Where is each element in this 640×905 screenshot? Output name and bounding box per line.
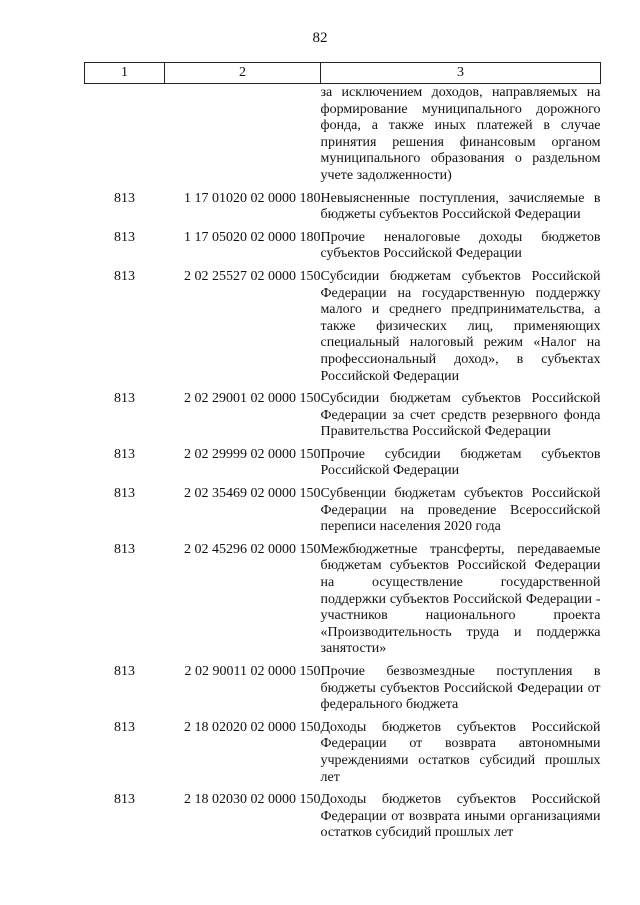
page-number: 82 <box>312 30 328 46</box>
table-row <box>85 191 601 230</box>
table-row <box>85 792 601 848</box>
continued-text-cell: за исключением доходов, направляемых на формирование муниципального дорожного фонда, а также иных платежей в случае принятия решения финансовым органом муниципального образования о раздельном учете задолженности) <box>320 85 601 183</box>
income-name: Прочие субсидии бюджетам субъектов Российской Федерации <box>320 446 601 479</box>
table-row <box>85 720 601 792</box>
budget-code: 2 18 02020 02 0000 150 <box>184 719 321 735</box>
code-cell-empty <box>165 84 321 191</box>
table-row <box>85 391 601 447</box>
table-header-row <box>85 63 601 84</box>
income-name: Доходы бюджетов субъектов Российской Федерации от возврата иными организациями остатков субсидий прошлых лет <box>320 792 601 841</box>
column-header-1: 1 <box>85 63 165 84</box>
budget-code: 2 02 29999 02 0000 150 <box>184 446 321 462</box>
admin-code: 813 <box>114 486 135 502</box>
table-row <box>85 664 601 720</box>
budget-classification-table <box>84 62 601 848</box>
admin-code: 813 <box>114 391 135 407</box>
admin-code: 813 <box>114 792 135 808</box>
admin-code: 813 <box>114 268 135 284</box>
budget-code: 2 02 29001 02 0000 150 <box>184 391 321 407</box>
budget-code: 2 02 25527 02 0000 150 <box>184 268 321 284</box>
budget-code: 2 02 35469 02 0000 150 <box>184 486 321 502</box>
admin-code: 813 <box>114 719 135 735</box>
income-name: Невыясненные поступления, зачисляемые в бюджеты субъектов Российской Федерации <box>320 190 601 223</box>
budget-code: 1 17 05020 02 0000 180 <box>184 229 321 245</box>
column-header-2: 2 <box>165 63 321 84</box>
table-row <box>85 230 601 269</box>
income-name: Субсидии бюджетам субъектов Российской Федерации на государственную поддержку малого и среднего предпринимательства, а также физических лиц, применяющих специальный налоговый режим «Налог на профессиональный доход», в субъектах Российской Федерации <box>320 268 601 384</box>
income-name: Субвенции бюджетам субъектов Российской Федерации на проведение Всероссийской переписи населения 2020 года <box>320 486 601 535</box>
admin-code: 813 <box>114 190 135 206</box>
budget-code: 2 02 45296 02 0000 150 <box>184 541 321 557</box>
table-row <box>85 269 601 391</box>
admin-code: 813 <box>114 446 135 462</box>
table-row-continued <box>85 84 601 191</box>
column-header-3: 3 <box>321 63 601 84</box>
admin-code: 813 <box>114 541 135 557</box>
table-row <box>85 447 601 486</box>
budget-code: 1 17 01020 02 0000 180 <box>184 190 321 206</box>
income-name: Межбюджетные трансферты, передаваемые бюджетам субъектов Российской Федерации на осуществление государственной поддержки субъектов Российской Федерации - участников национального проекта «Производительность труда и поддержка занятости» <box>320 541 601 657</box>
admin-code: 813 <box>114 664 135 679</box>
table-row <box>85 542 601 664</box>
admin-cell-empty <box>85 84 165 191</box>
income-name: Прочие неналоговые доходы бюджетов субъектов Российской Федерации <box>320 229 601 262</box>
budget-code: 2 18 02030 02 0000 150 <box>184 792 321 808</box>
budget-code: 2 02 90011 02 0000 150 <box>184 664 321 679</box>
admin-code: 813 <box>114 229 135 245</box>
income-name: Субсидии бюджетам субъектов Российской Федерации за счет средств резервного фонда Правительства Российской Федерации <box>320 391 601 440</box>
income-name: Прочие безвозмездные поступления в бюджеты субъектов Российской Федерации от федерального бюджета <box>320 664 601 713</box>
table-row <box>85 486 601 542</box>
income-name: Доходы бюджетов субъектов Российской Федерации от возврата автономными учреждениями остатков субсидий прошлых лет <box>320 719 601 785</box>
